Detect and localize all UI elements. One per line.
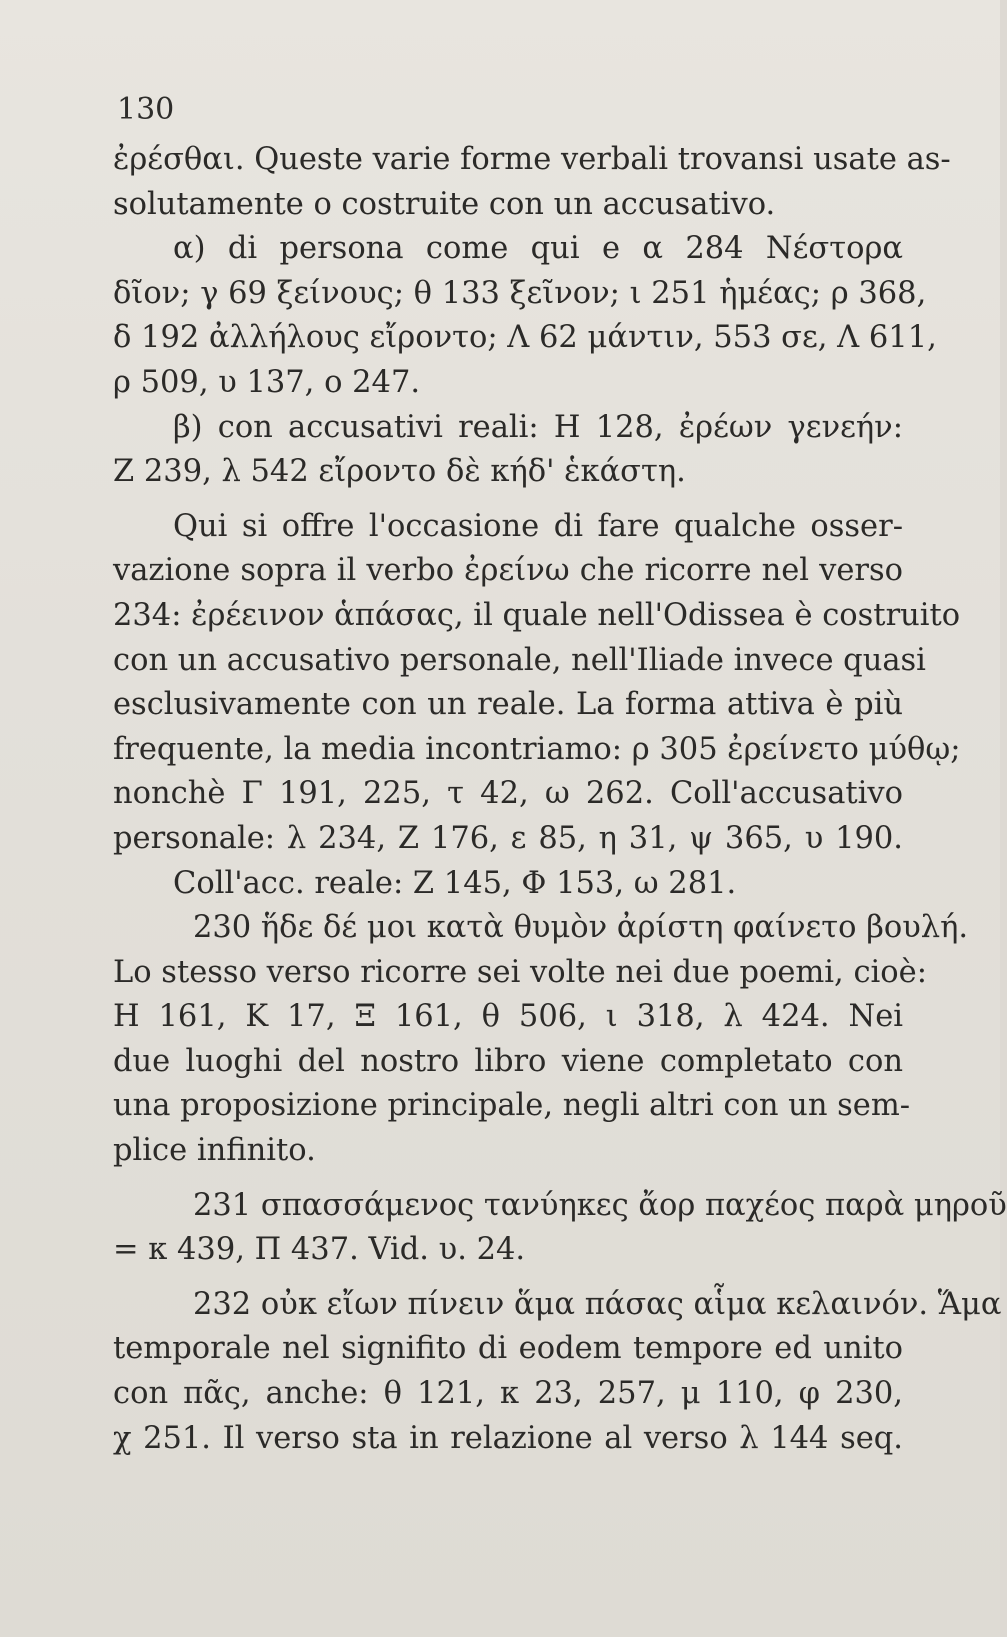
text-line: χ 251. Il verso sta in relazione al verso λ 144 seq.: [113, 1420, 903, 1456]
text-line: una proposizione principale, negli altri con un sem-: [113, 1088, 911, 1124]
text-line: = κ 439, Π 437. Vid. υ. 24.: [113, 1232, 526, 1268]
text-line: ἐρέσθαι. Queste varie forme verbali trovansi usate as-: [113, 142, 951, 177]
text-line: 231 σπασσάμενος τανύηκες ἄορ παχέος παρὰ μηροῦ: [193, 1187, 1007, 1223]
text-line: δῖον; γ 69 ξείνους; θ 133 ξεῖνον; ι 251 ἡμέας; ρ 368,: [113, 275, 927, 311]
page-number: 130: [117, 92, 175, 127]
text-line: Η 161, Κ 17, Ξ 161, θ 506, ι 318, λ 424. Nei: [113, 999, 903, 1035]
text-line: ρ 509, υ 137, ο 247.: [113, 364, 421, 400]
text-line: 234: ἐρέεινον ἁπάσας, il quale nell'Odissea è costruito: [113, 597, 961, 633]
text-line: esclusivamente con un reale. La forma attiva è più: [113, 687, 903, 723]
text-line: solutamente o costruite con un accusativo.: [113, 186, 776, 222]
text-line: con un accusativo personale, nell'Iliade invece quasi: [113, 642, 926, 678]
text-line: 232 οὐκ εἴων πίνειν ἅμα πάσας αἷμα κελαινόν. Ἅμα: [193, 1286, 1002, 1322]
text-line: Lo stesso verso ricorre sei volte nei due poemi, cioè:: [113, 954, 927, 990]
text-line: con πᾶς, anche: θ 121, κ 23, 257, μ 110, φ 230,: [113, 1376, 903, 1412]
text-line: 230 ἥδε δέ μοι κατὰ θυμὸν ἀρίστη φαίνετο βουλή.: [193, 910, 969, 946]
text-line: frequente, la media incontriamo: ρ 305 ἐρείνετο μύθῳ;: [113, 731, 961, 767]
text-line: plice infinito.: [113, 1133, 316, 1169]
text-line: vazione sopra il verbo ἐρείνω che ricorre nel verso: [113, 553, 903, 589]
page-body-text: [113, 138, 1007, 1461]
text-line: α) di persona come qui e α 284 Νέστορα: [173, 231, 903, 267]
text-line: δ 192 ἀλλήλους εἴροντο; Λ 62 μάντιν, 553 σε, Λ 611,: [113, 320, 937, 356]
text-line: β) con accusativi reali: Η 128, ἐρέων γενεήν:: [173, 409, 903, 445]
text-line: Qui si offre l'occasione di fare qualche osser-: [173, 508, 903, 544]
text-line: personale: λ 234, Ζ 176, ε 85, η 31, ψ 365, υ 190.: [113, 820, 903, 856]
text-line: due luoghi del nostro libro viene completato con: [113, 1043, 903, 1079]
text-line: Coll'acc. reale: Ζ 145, Φ 153, ω 281.: [173, 865, 737, 901]
text-line: Ζ 239, λ 542 εἴροντο δὲ κήδ' ἑκάστη.: [113, 454, 686, 490]
text-line: nonchè Γ 191, 225, τ 42, ω 262. Coll'accusativo: [113, 776, 903, 812]
text-line: temporale nel signifito di eodem tempore ed unito: [113, 1331, 903, 1367]
